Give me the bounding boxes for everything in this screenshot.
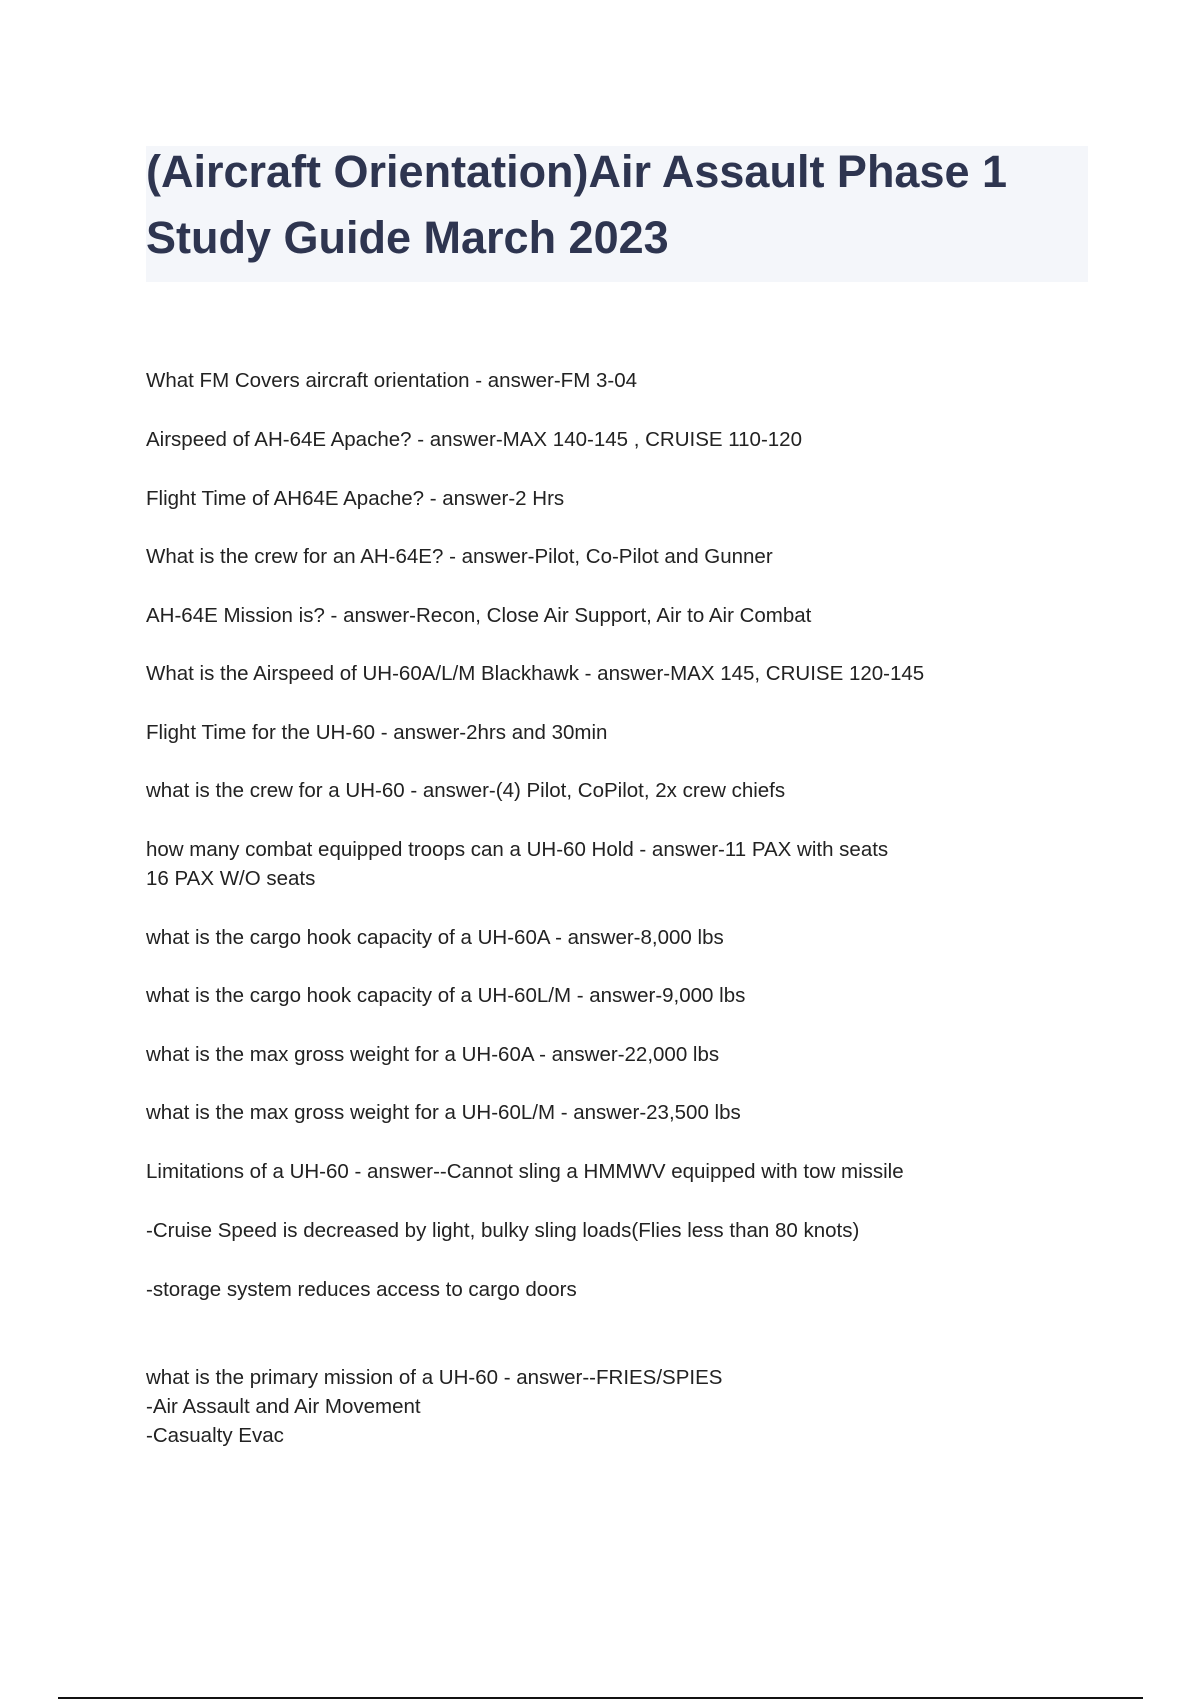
qa-entry-uh60a-max-gross [146, 1040, 719, 1069]
qa-entry-uh60lm-cargo-hook [146, 981, 745, 1010]
qa-entry-uh60lm-max-gross [146, 1098, 741, 1127]
qa-entry-ah64-crew [146, 542, 773, 571]
qa-entry-uh60a-cargo-hook [146, 923, 724, 952]
qa-entry-uh60-crew [146, 776, 785, 805]
qa-entry-ah64-flight-time [146, 484, 564, 513]
qa-text: what is the cargo hook capacity of a UH-60A - answer-8,000 lbs [146, 926, 724, 949]
qa-entry-ah64-airspeed [146, 425, 802, 454]
qa-text: What is the Airspeed of UH-60A/L/M Blackhawk - answer-MAX 145, CRUISE 120-145 [146, 662, 925, 685]
qa-text: what is the cargo hook capacity of a UH-60L/M - answer-9,000 lbs [146, 984, 746, 1007]
qa-entry-uh60-primary-mission [146, 1363, 722, 1450]
document-title-line-2: Study Guide March 2023 [146, 212, 669, 263]
qa-text-continuation: -Casualty Evac [146, 1424, 284, 1447]
qa-text: AH-64E Mission is? - answer-Recon, Close Air Support, Air to Air Combat [146, 604, 812, 627]
qa-text: Limitations of a UH-60 - answer--Cannot sling a HMMWV equipped with tow missile [146, 1160, 904, 1183]
document-title-block [146, 146, 1088, 282]
qa-text: Flight Time for the UH-60 - answer-2hrs and 30min [146, 721, 608, 744]
qa-text: what is the max gross weight for a UH-60L/M - answer-23,500 lbs [146, 1101, 741, 1124]
qa-entry-uh60-airspeed [146, 659, 924, 688]
qa-entry-storage-note [146, 1275, 577, 1304]
qa-entry-cruise-speed-note [146, 1216, 859, 1245]
qa-entry-uh60-troops [146, 835, 888, 893]
qa-text: -storage system reduces access to cargo doors [146, 1278, 577, 1301]
qa-entry-uh60-limitations [146, 1157, 904, 1186]
qa-text: What is the crew for an AH-64E? - answer-Pilot, Co-Pilot and Gunner [146, 545, 773, 568]
qa-text: how many combat equipped troops can a UH-60 Hold - answer-11 PAX with seats [146, 838, 889, 861]
qa-text-continuation: -Air Assault and Air Movement [146, 1395, 421, 1418]
qa-entry-ah64-mission [146, 601, 811, 630]
document-title-line-1: (Aircraft Orientation)Air Assault Phase 1 [146, 146, 1008, 197]
qa-text: Airspeed of AH-64E Apache? - answer-MAX 140-145 , CRUISE 110-120 [146, 428, 802, 451]
footer-divider [58, 1697, 1143, 1699]
qa-text: what is the max gross weight for a UH-60A - answer-22,000 lbs [146, 1043, 720, 1066]
qa-text-continuation: 16 PAX W/O seats [146, 867, 316, 890]
qa-text: -Cruise Speed is decreased by light, bulky sling loads(Flies less than 80 knots) [146, 1219, 860, 1242]
qa-text: What FM Covers aircraft orientation - answer-FM 3-04 [146, 369, 637, 392]
qa-text: what is the primary mission of a UH-60 - answer--FRIES/SPIES [146, 1366, 723, 1389]
qa-text: what is the crew for a UH-60 - answer-(4) Pilot, CoPilot, 2x crew chiefs [146, 779, 786, 802]
qa-entry-fm [146, 366, 637, 395]
qa-entry-uh60-flight-time [146, 718, 607, 747]
qa-text: Flight Time of AH64E Apache? - answer-2 Hrs [146, 487, 565, 510]
